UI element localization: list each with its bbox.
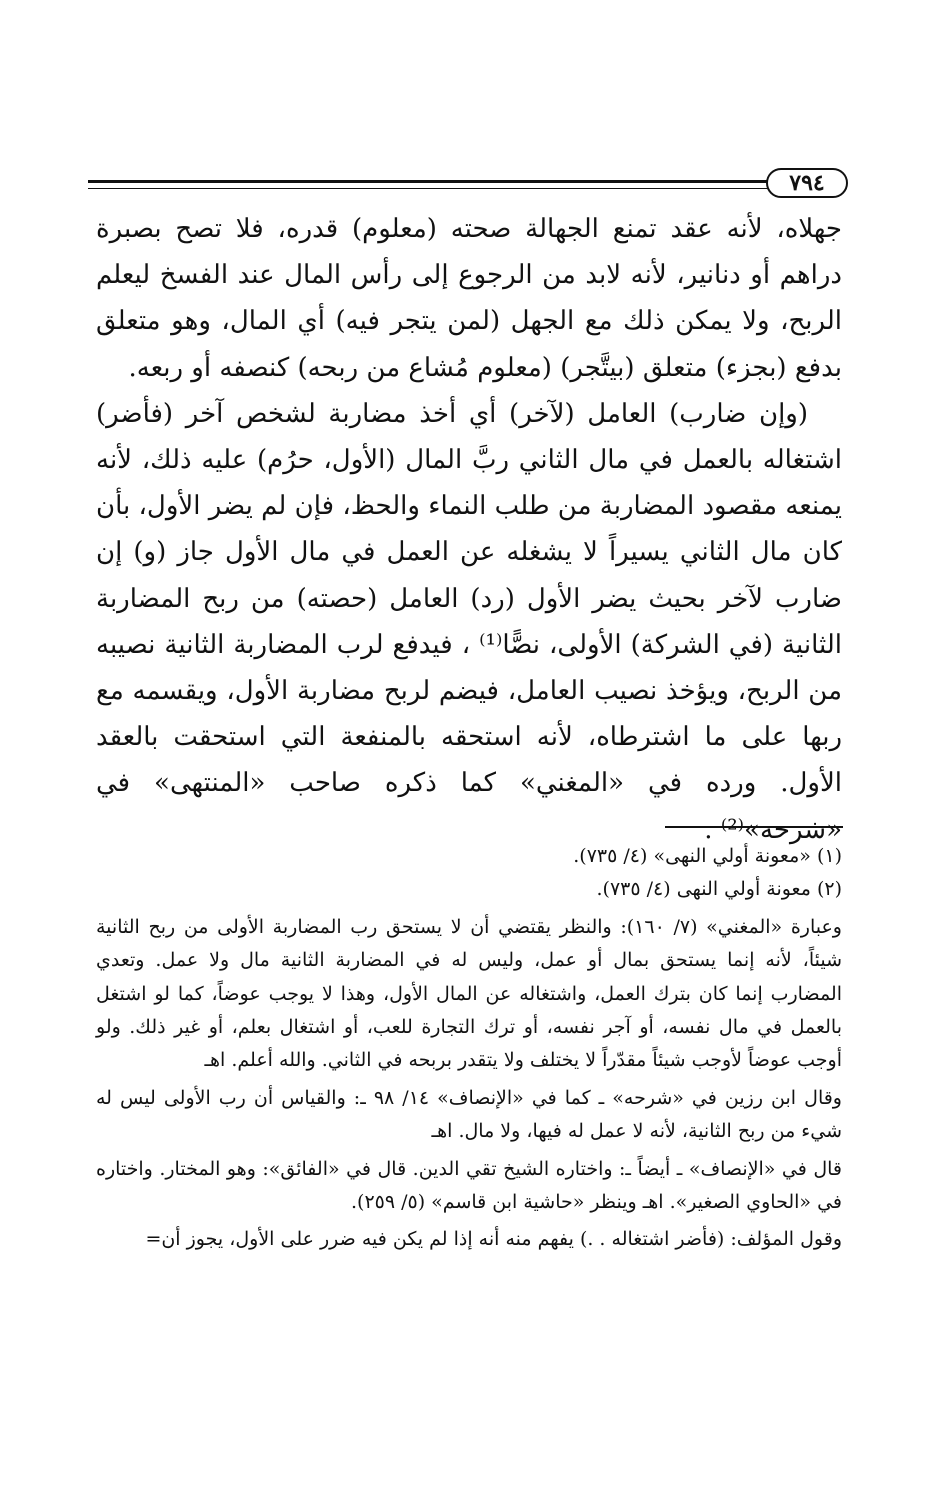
page-number: ٧٩٤: [766, 168, 848, 198]
footnote-block-4: وقول المؤلف: (فأضر اشتغاله . .) يفهم منه أنه إذا لم يكن فيه ضرر على الأول، يجوز أن=: [145, 1228, 842, 1251]
header-rule: [88, 180, 770, 189]
main-paragraph-1: جهلاه، لأنه عقد تمنع الجهالة صحته (معلوم) قدره، فلا تصح بصبرة دراهم أو دنانير، لأنه لابد من الرجوع إلى رأس المال عند الفسخ ليعلم الربح، ولا يمكن ذلك مع الجهل (لمن يتجر فيه) أي المال، وهو متعلق بدفع (بجزء) متعلق (بيتَّجر) (معلوم مُشاع من ربحه) كنصفه أو ربعه.: [96, 214, 842, 383]
footnotes: [96, 840, 842, 1257]
main-text: [96, 206, 842, 853]
footnote-separator: [665, 826, 843, 828]
footnote-block-3: قال في «الإنصاف» ـ أيضاً ـ: واختاره الشيخ تقي الدين. قال في «الفائق»: وهو المختار. واختاره في «الحاوي الصغير». اهـ وينظر «حاشية ابن قاسم» (٥/ ٢٥٩).: [96, 1157, 842, 1214]
page-header: [88, 168, 848, 202]
footnote-block-2: وقال ابن رزين في «شرحه» ـ كما في «الإنصاف» ١٤/ ٩٨ ـ: والقياس أن رب الأولى ليس له شيء من ربح الثانية، لأنه لا عمل له فيها، ولا مال. اهـ: [96, 1086, 842, 1143]
footnote-1: (١) «معونة أولي النهى» (٤/ ٧٣٥).: [573, 845, 842, 867]
footnote-2: (٢) معونة أولي النهى (٤/ ٧٣٥).: [596, 878, 842, 901]
footnote-block-1: وعبارة «المغني» (٧/ ١٦٠): والنظر يقتضي أن لا يستحق رب المضاربة الأولى من ربح الثانية شيئاً، لأنه إنما يستحق بمال أو عمل، وليس له في المضاربة الثانية مال ولا عمل. وتعدي المضارب إنما كان بترك العمل، واشتغاله عن المال الأول، وهذا لا يوجب عوضاً، كما لو اشتغل بالعمل في مال نفسه، أو آجر نفسه، أو ترك التجارة للعب، أو اشتغال بعلم، أو غير ذلك. ولو أوجب عوضاً لأوجب شيئاً مقدّراً لا يختلف ولا يتقدر بربحه في الثاني. والله أعلم. اهـ: [96, 915, 842, 1072]
main-paragraph-2: (وإن ضارب) العامل (لآخر) أي أخذ مضاربة لشخص آخر (فأضر) اشتغاله بالعمل في مال الثاني ربَّ المال (الأول، حرُم) عليه ذلك، لأنه يمنعه مقصود المضاربة من طلب النماء والحظ، فإن لم يضر الأول، بأن كان مال الثاني يسيراً لا يشغله عن العمل في مال الأول جاز (و) إن ضارب لآخر بحيث يضر الأول (رد) العامل (حصته) من ربح المضاربة الثانية (في الشركة) الأولى، نصًّا⁽¹⁾ ، فيدفع لرب المضاربة الثانية نصيبه من الربح، ويؤخذ نصيب العامل، فيضم لربح مضاربة الأول، ويقسمه مع ربها على ما اشترطاه، لأنه استحقه بالمنفعة التي استحقت بالعقد الأول. ورده في «المغني» كما ذكره صاحب «المنتهى» في «شرحه»⁽²⁾ .: [96, 398, 842, 845]
